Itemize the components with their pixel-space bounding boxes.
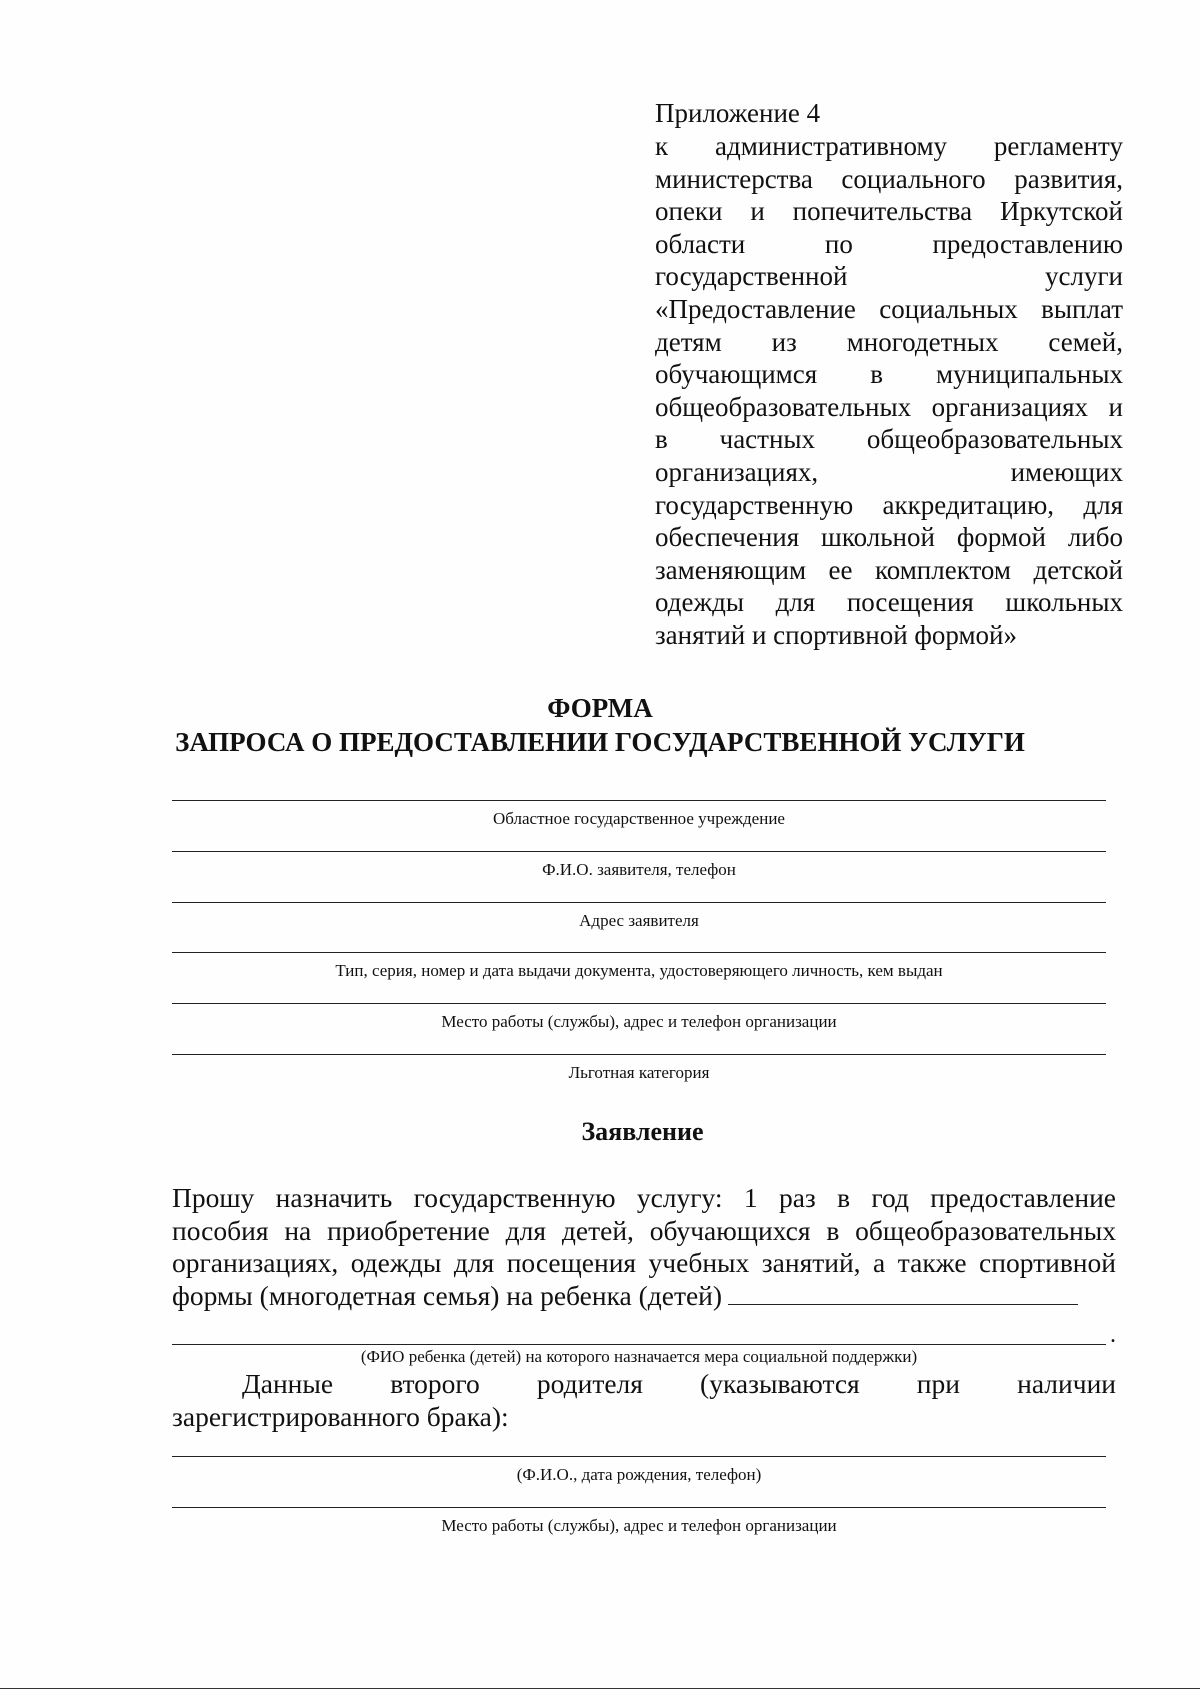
- second-parent-text: [172, 1368, 1116, 1433]
- field-caption: Тип, серия, номер и дата выдачи документа, удостоверяющего личность, кем выдан: [335, 961, 943, 980]
- child-name-field[interactable]: [728, 1280, 1078, 1305]
- field-underline: [172, 952, 1106, 953]
- field-second-parent-workplace[interactable]: [172, 1507, 1106, 1537]
- appendix-line: министерства социального развития,: [655, 163, 1123, 194]
- field-underline: [172, 1054, 1106, 1055]
- statement-line: Прошу назначить государственную услугу: 1 раз в год предоставление: [172, 1182, 1116, 1213]
- field-caption: Место работы (службы), адрес и телефон организации: [441, 1012, 837, 1031]
- field-second-parent-data[interactable]: [172, 1456, 1106, 1486]
- statement-line: организациях, одежды для посещения учебных занятий, а также спортивной: [172, 1247, 1116, 1279]
- appendix-line: области по предоставлению: [655, 228, 1123, 259]
- appendix-line: общеобразовательных организациях и: [655, 391, 1123, 422]
- second-parent-line: зарегистрированного брака):: [172, 1400, 509, 1432]
- appendix-line: занятий и спортивной формой»: [655, 619, 1018, 650]
- form-heading-2: ЗАПРОСА О ПРЕДОСТАВЛЕНИИ ГОСУДАРСТВЕННОЙ УСЛУГИ: [175, 727, 1025, 757]
- field-applicant-address[interactable]: [172, 902, 1106, 932]
- child-name-underline[interactable]: [172, 1344, 1106, 1345]
- appendix-line: в частных общеобразовательных: [655, 424, 1123, 455]
- field-caption: Ф.И.О. заявителя, телефон: [542, 860, 736, 879]
- appendix-line: обеспечения школьной формой либо: [655, 522, 1123, 553]
- statement-title: Заявление: [581, 1117, 704, 1146]
- appendix-line: детям из многодетных семей,: [655, 326, 1123, 357]
- statement-line: формы (многодетная семья) на ребенка (детей): [172, 1279, 723, 1311]
- field-benefit-category[interactable]: [172, 1054, 1106, 1084]
- field-underline: [172, 1003, 1106, 1004]
- field-underline: [172, 851, 1106, 852]
- appendix-line: опеки и попечительства Иркутской: [655, 196, 1123, 227]
- page-bottom-rule: [0, 1688, 1200, 1689]
- statement-line: пособия на приобретение для детей, обучающихся в общеобразовательных: [172, 1214, 1116, 1246]
- field-identity-document[interactable]: [172, 952, 1106, 982]
- field-caption: Областное государственное учреждение: [493, 809, 785, 828]
- appendix-line: обучающимся в муниципальных: [655, 359, 1123, 390]
- field-caption: Льготная категория: [568, 1063, 710, 1082]
- field-underline: [172, 902, 1106, 903]
- second-parent-line: Данные второго родителя (указываются при наличии: [242, 1368, 1116, 1399]
- appendix-line: одежды для посещения школьных: [655, 587, 1123, 618]
- field-institution[interactable]: [172, 800, 1106, 830]
- appendix-line: заменяющим ее комплектом детской: [655, 554, 1123, 585]
- field-underline: [172, 1507, 1106, 1508]
- form-heading-1: ФОРМА: [547, 693, 653, 723]
- statement-last-line: [172, 1280, 1116, 1313]
- field-caption: Адрес заявителя: [579, 911, 699, 930]
- field-underline: [172, 1456, 1106, 1457]
- statement-text: [172, 1182, 1116, 1312]
- appendix-title: Приложение 4: [655, 98, 821, 128]
- field-workplace[interactable]: [172, 1003, 1106, 1033]
- field-caption: (Ф.И.О., дата рождения, телефон): [516, 1465, 762, 1484]
- field-applicant-name-phone[interactable]: [172, 851, 1106, 881]
- appendix-line: «Предоставление социальных выплат: [655, 293, 1123, 324]
- field-underline: [172, 800, 1106, 801]
- appendix-line: организациях, имеющих: [655, 456, 1123, 487]
- end-mark: .: [1110, 1322, 1116, 1348]
- child-name-caption: (ФИО ребенка (детей) на которого назначается мера социальной поддержки): [360, 1347, 918, 1366]
- appendix-line: государственную аккредитацию, для: [655, 489, 1123, 520]
- field-caption: Место работы (службы), адрес и телефон организации: [441, 1516, 837, 1535]
- appendix-block: [655, 96, 1123, 652]
- appendix-line: к административному регламенту: [655, 131, 1123, 161]
- appendix-line: государственной услуги: [655, 261, 1123, 292]
